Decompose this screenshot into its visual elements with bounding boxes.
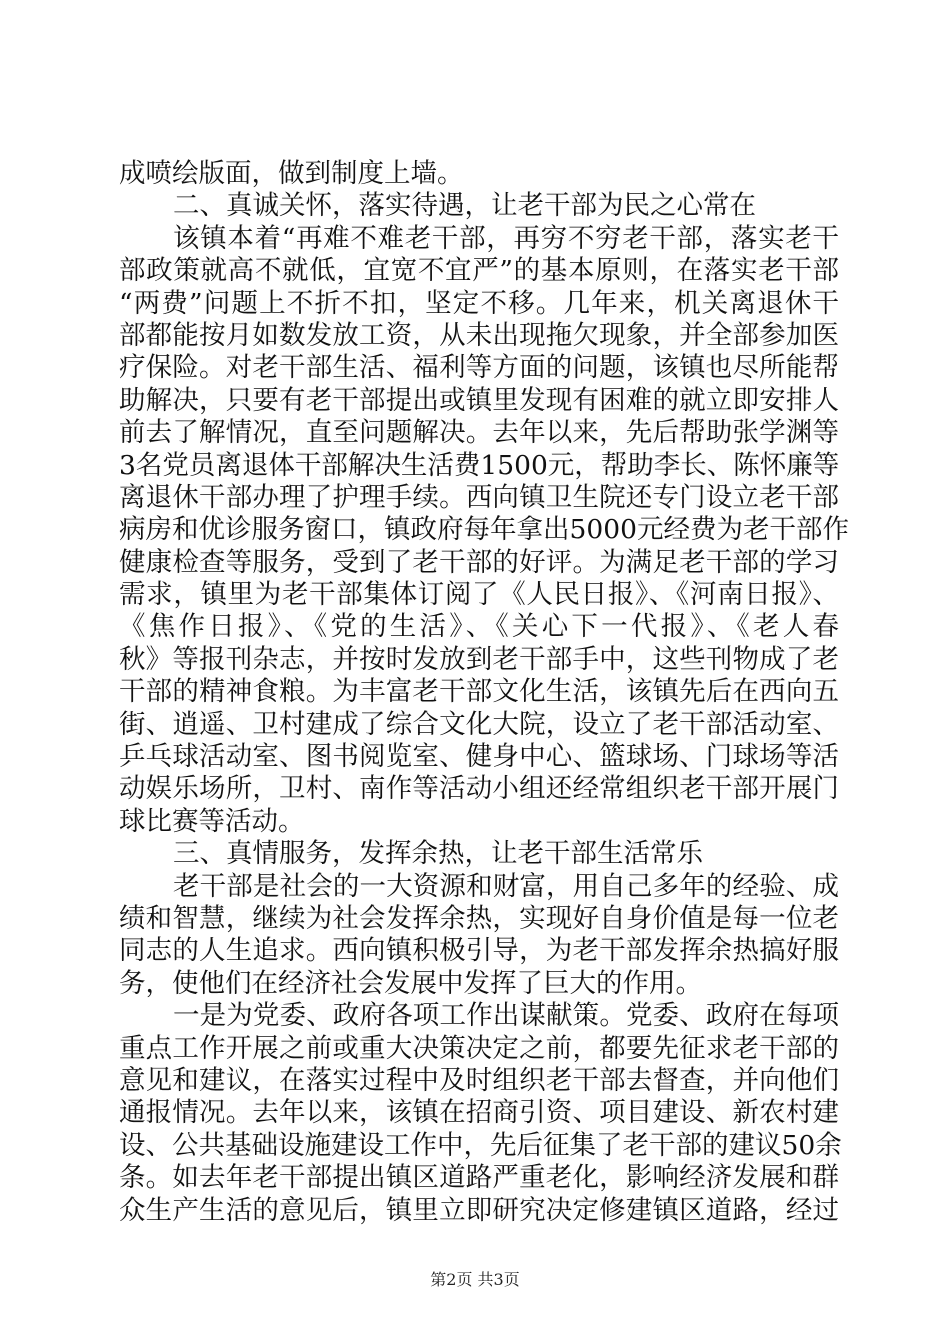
text-line: 动娱乐场所，卫村、南作等活动小组还经常组织老干部开展门 — [119, 773, 839, 805]
document-body — [119, 158, 849, 1227]
text-line: 乒乓球活动室、图书阅览室、健身中心、篮球场、门球场等活 — [119, 741, 839, 773]
text-line: 成喷绘版面，做到制度上墙。 — [119, 158, 464, 189]
text-line: 设、公共基础设施建设工作中，先后征集了老干部的建议50余 — [119, 1129, 842, 1161]
paragraph-first-line: 一是为党委、政府各项工作出谋献策。党委、政府在每项 — [173, 1000, 839, 1032]
text-line: 同志的人生追求。西向镇积极引导，为老干部发挥余热搞好服 — [119, 935, 839, 967]
text-line: 干部的精神食粮。为丰富老干部文化生活，该镇先后在西向五 — [119, 676, 839, 708]
page-footer — [0, 1267, 950, 1290]
text-line: 部政策就高不就低，宜宽不宜严”的基本原则，在落实老干部 — [119, 255, 839, 287]
text-line: 条。如去年老干部提出镇区道路严重老化，影响经济发展和群 — [119, 1162, 839, 1194]
text-line: 病房和优诊服务窗口，镇政府每年拿出5000元经费为老干部作 — [119, 514, 849, 546]
paragraph-first-line: 该镇本着“再难不难老干部，再穷不穷老干部，落实老干 — [173, 222, 839, 254]
text-line: 《焦作日报》、《党的生活》、《关心下一代报》、《老人春 — [119, 611, 839, 643]
text-line: 健康检查等服务，受到了老干部的好评。为满足老干部的学习 — [119, 546, 839, 578]
text-line: 球比赛等活动。 — [119, 805, 305, 837]
section-heading-2: 二、真诚关怀，落实待遇，让老干部为民之心常在 — [173, 190, 756, 222]
text-line: 部都能按月如数发放工资，从未出现拖欠现象，并全部参加医 — [119, 319, 839, 351]
text-line: 绩和智慧，继续为社会发挥余热，实现好自身价值是每一位老 — [119, 902, 839, 934]
text-line: 助解决，只要有老干部提出或镇里发现有困难的就立即安排人 — [119, 384, 839, 416]
text-line: 前去了解情况，直至问题解决。去年以来，先后帮助张学渊等 — [119, 417, 839, 449]
paragraph-first-line: 老干部是社会的一大资源和财富，用自己多年的经验、成 — [173, 870, 839, 902]
page-number-label: 第2页 共3页 — [430, 1270, 520, 1289]
text-line: 疗保险。对老干部生活、福利等方面的问题，该镇也尽所能帮 — [119, 352, 839, 384]
text-line: 3名党员离退体干部解决生活费1500元，帮助李长、陈怀廉等 — [119, 449, 840, 481]
text-line: 通报情况。去年以来，该镇在招商引资、项目建设、新农村建 — [119, 1097, 839, 1129]
text-line: 务，使他们在经济社会发展中发挥了巨大的作用。 — [119, 967, 702, 999]
section-heading-3: 三、真情服务，发挥余热，让老干部生活常乐 — [173, 838, 703, 870]
text-line: 重点工作开展之前或重大决策决定之前，都要先征求老干部的 — [119, 1032, 839, 1064]
text-line: 意见和建议，在落实过程中及时组织老干部去督查，并向他们 — [119, 1064, 839, 1096]
text-line: 街、逍遥、卫村建成了综合文化大院，设立了老干部活动室、 — [119, 708, 839, 740]
text-line: 秋》等报刊杂志，并按时发放到老干部手中，这些刊物成了老 — [119, 643, 839, 675]
text-line: 需求，镇里为老干部集体订阅了《人民日报》、《河南日报》、 — [119, 579, 839, 611]
text-line: 离退休干部办理了护理手续。西向镇卫生院还专门设立老干部 — [119, 481, 839, 513]
text-line: “两费”问题上不折不扣，坚定不移。几年来，机关离退休干 — [119, 287, 839, 319]
text-line: 众生产生活的意见后，镇里立即研究决定修建镇区道路，经过 — [119, 1194, 839, 1226]
